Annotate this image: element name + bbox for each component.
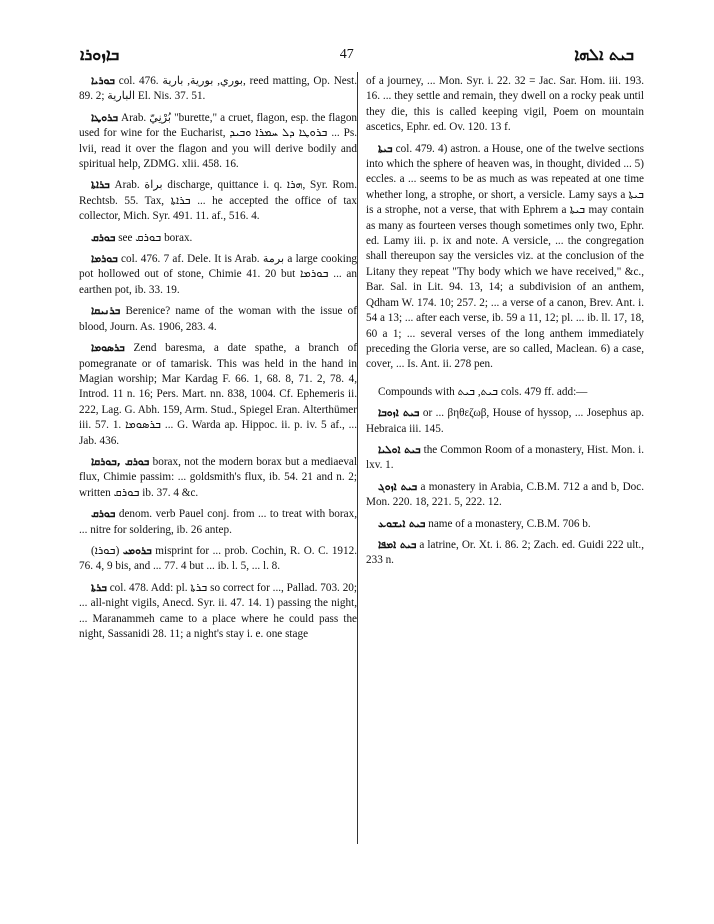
entry-headword: ܒܪܐܬܐ xyxy=(91,179,110,192)
entry-text: or ... βηθεζωβ, House of hyssop, ... Josephus ap. Hebraica iii. 145. xyxy=(366,407,645,435)
dictionary-entry xyxy=(79,231,357,246)
entry-text: Berenice? name of the woman with the issue of blood, Journ. As. 1906, 283. 4. xyxy=(79,305,358,333)
entry-text: the Common Room of a monastery, Hist. Mon. i. lxv. 1. xyxy=(366,443,645,472)
entry-headword: ܒܘܪܩ ,ܒܘܪܩܐ xyxy=(91,455,150,468)
dictionary-entry xyxy=(366,517,644,532)
entry-text: see ܒܘܪܩ borax. xyxy=(118,231,193,244)
entry-text: a latrine, Or. Xt. i. 86. 2; Zach. ed. Guidi 222 ult., 233 n. xyxy=(366,538,644,567)
entry-text: col. 479. 4) astron. a House, one of the twelve sections into which the sphere of heaven was, in thought, divided ... 5) eccles. a ... seems to be as much as was repeated at one time whether long, a strophe, or short, a versicle. Lamy says a ܒܝܬܐ is a strophe, not a verse, that with Ephrem a ܒܝܬܐ may contain as many as fourteen verses though sometimes only two, Ephr. ed. Lamy iii. p. ix and note. A versicle, ... the congregation shall thereupon say the versicles viz. at the conclusion of the Litany they repeat "Thy body which we have received," &c., Bar. Sal. in Lit. 94. 13, 14; a subdivision of an anthem, Qdham W. 174. 10; 257. 2; ... a verse of a canon, Brev. Ant. i. 54 a 13; ... after each verse, ib. 59 a 11, 12; pl. ... ib. ll. 17, 18, 60 a 1; ... several verses of the long anthem immediately preceding the Gloria verse, are so called, Maclean. 6) a case, cover, ... Is. Ant. ii. 278 pen. xyxy=(366,142,644,371)
dictionary-entry xyxy=(366,406,644,437)
entry-text: col. 476. بوري, بورية, بارية, reed matting, Op. Nest. 89. 2; البارية El. Nis. 37. 51. xyxy=(79,75,357,103)
entry-headword: ܒܝܬ ܐܡܦܐ xyxy=(378,538,417,551)
running-head-right: ܒܝܬ ܐܠܗܐ xyxy=(574,45,634,64)
dictionary-entry xyxy=(79,455,357,501)
entry-headword: ܒܝܬܐ xyxy=(378,142,393,155)
entry-text: denom. verb Pauel conj. from ... to treat with borax, ... nitre for soldering, ib. 26 antep. xyxy=(79,508,357,536)
page-header xyxy=(80,44,634,66)
entry-headword: ܒܪܬܐ xyxy=(91,581,107,594)
right-column xyxy=(366,74,644,575)
dictionary-entry xyxy=(79,178,357,224)
entry-text: col. 478. Add: pl. ܒܪܬܐ so correct for ..., Pallad. 703. 20; ... all-night vigils, Anecd. Syr. ii. 47. 14. 1) passing the night, ... Maranammeh came to a place where he could pass the night, Sassanidi 28. 11; a night's stay i. e. one stage xyxy=(79,581,357,640)
entry-headword: ܒܪܘܛܐ xyxy=(91,111,118,124)
dictionary-entry xyxy=(366,74,644,136)
entry-text: Zend baresma, a date spathe, a branch of pomegranate or of tamarisk. This was held in the hand in Magian worship; Mar Kardag F. 66. 1, 68. 8, 71. 2, 78. 4, Introd. 11 n. 16; Pers. Mart. nn. 838, 1004. Cf. Ephemeris ii. 222, Lag. G. Abh. 159, Arm. Stud., Spiegel Eran. Alterthümer iii. 57. 1. ܒܪܣܘܡܐ ... G. Warda ap. Hippoc. ii. p. iv. 5 af., ... Jab. 436. xyxy=(79,342,357,447)
entry-text: Compounds with ܒܝܬ, ܒܝܬ cols. 479 ff. add:— xyxy=(378,385,588,398)
dictionary-entry xyxy=(79,507,357,538)
dictionary-entry xyxy=(366,480,644,511)
entry-headword: ܒܝܬ ܐܙܘܒܐ xyxy=(378,407,420,420)
entry-headword: ܒܘܪܩ xyxy=(91,508,116,521)
entry-headword: ܒܪܣܘܡܐ xyxy=(91,342,125,355)
running-head-left: ܒܐܙܘܪܐ xyxy=(80,45,120,64)
dictionary-entry xyxy=(366,443,644,474)
entry-text: name of a monastery, C.B.M. 706 b. xyxy=(428,517,591,530)
entry-text: (ܒܘܪܐ) misprint for ... prob. Cochin, R. O. C. 1912. 76. 4, 9 bis, and ... 77. 4 but ... ib. l. 5, ... l. 8. xyxy=(79,544,358,573)
dictionary-entry xyxy=(79,341,357,449)
entry-headword: ܒܘܪܩ xyxy=(91,231,116,244)
entry-headword: ܒܪܘܡܝ xyxy=(122,544,152,557)
dictionary-entry xyxy=(79,304,357,335)
dictionary-entry xyxy=(366,538,644,569)
dictionary-entry xyxy=(79,581,357,643)
left-column xyxy=(79,74,357,648)
entry-headword: ܒܝܬ ܐܘܠܝܐ xyxy=(378,443,421,456)
entry-text: borax, not the modern borax but a mediaeval flux, Chimie passim: ... goldsmith's flux, ib. 54. 21 and n. 2; written ܒܘܪܩ ib. 37. 4 &c. xyxy=(79,455,357,499)
entry-text: of a journey, ... Mon. Syr. i. 22. 32 = Jac. Sar. Hom. iii. 193. 16. ... they settle and remain, they dwell on a rocky peak until they die, this is called keeping vigil, Poem on mountain ascetics, Ephr. ed. Ov. 120. 13 f. xyxy=(366,75,644,134)
dictionary-entry xyxy=(79,544,357,575)
entry-headword: ܒܝܬ ܐܙܘܓ xyxy=(378,480,418,493)
entry-headword: ܒܝܬ ܐܝܫܘܥ xyxy=(378,517,426,530)
dictionary-entry xyxy=(79,252,357,298)
dictionary-entry xyxy=(366,142,644,373)
column-divider xyxy=(357,72,358,844)
dictionary-entry xyxy=(79,74,357,105)
entry-headword: ܒܘܪܡܐ xyxy=(91,253,118,266)
entry-text: col. 476. 7 af. Dele. It is Arab. برمة a large cooking pot hollowed out of stone, Chimie 41. 20 but ܒܘܪܡܐ ... an earthen pot, ib. 33. 19. xyxy=(79,253,358,296)
dictionary-entry xyxy=(79,111,357,173)
entry-headword: ܒܘܪܝܐ xyxy=(91,75,115,87)
entry-text: Arab. بُرْنِيّ "burette," a cruet, flagon, esp. the flagon used for wine for the Eucharist, ܒܪܘܛܐ ܕܠ ܚܡܪܐ ܘܒܝܕ ... Ps. lvii, read it over the flagon and you will derive bodily and spiritual help, ZDMG. xlii. 458. 16. xyxy=(79,111,358,171)
entry-text: Arab. براة discharge, quittance i. q. ܗܪܐ, Syr. Rom. Rechtsb. 55. Tax, ܒܪܐܬܐ ... he accepted the office of tax collector, Mich. Syr. 491. 11. af., 516. 4. xyxy=(79,179,357,223)
page-number: 47 xyxy=(339,47,354,62)
entry-text: a monastery in Arabia, C.B.M. 712 a and b, Doc. Mon. 220. 18, 221. 5, 222. 12. xyxy=(366,480,644,509)
entry-headword: ܒܪܢܝܩܐ xyxy=(91,305,121,318)
dictionary-entry xyxy=(366,385,644,400)
